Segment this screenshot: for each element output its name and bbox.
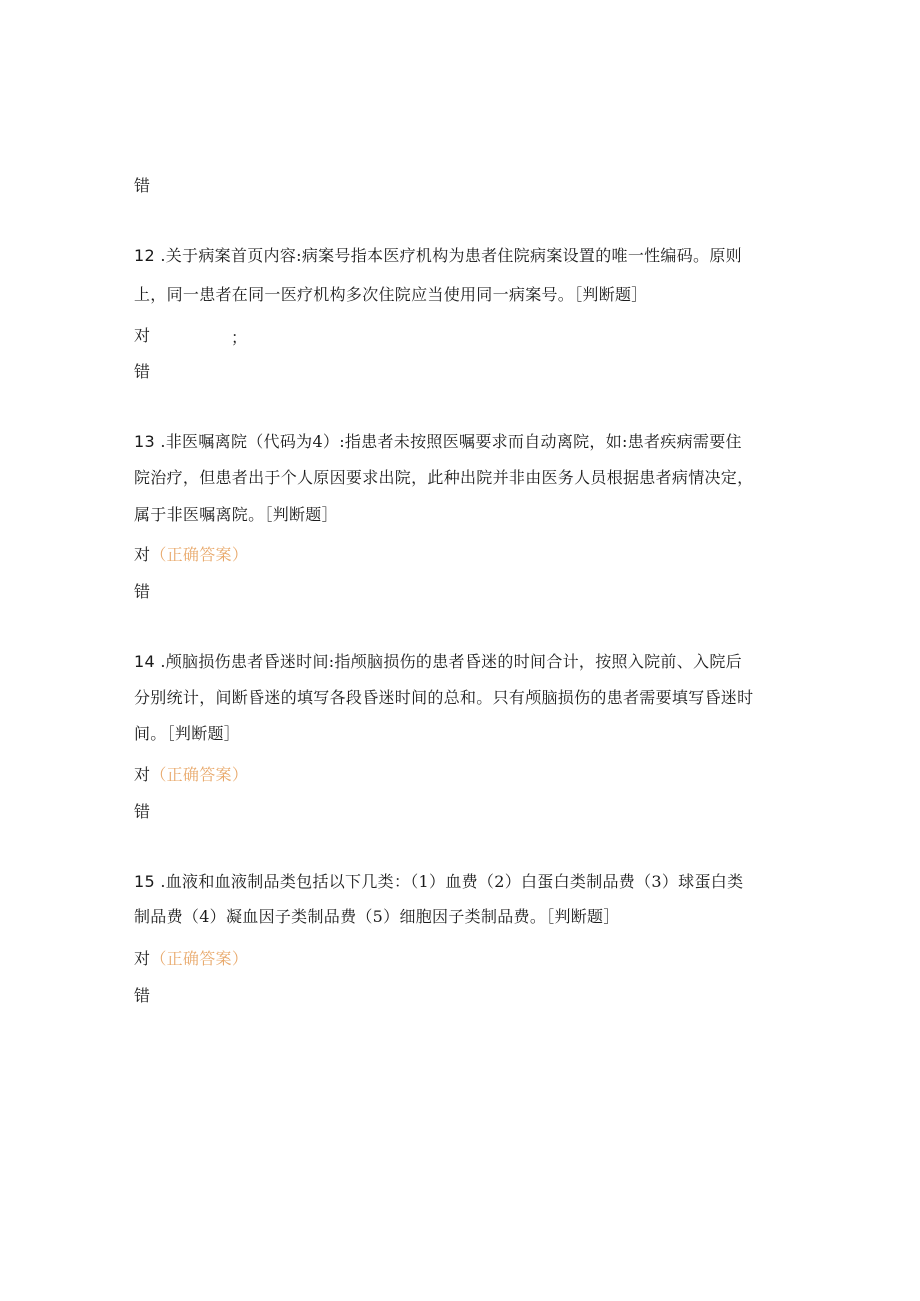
option-wrong[interactable]: 错 xyxy=(134,582,151,601)
option-correct[interactable]: 对（正确答案） xyxy=(134,949,249,968)
question-text-line: 分别统计，间断昏迷的填写各段昏迷时间的总和。只有颅脑损伤的患者需要填写昏迷时 xyxy=(134,688,754,707)
correct-answer-tag: （正确答案） xyxy=(150,949,249,968)
option-wrong[interactable]: 错 xyxy=(134,176,151,195)
question-text-line: 上，同一患者在同一医疗机构多次住院应当使用同一病案号。［判断题］ xyxy=(134,285,648,304)
option-correct[interactable]: 对 xyxy=(134,326,151,345)
question-number: 14 xyxy=(134,652,155,671)
option-correct[interactable]: 对（正确答案） xyxy=(134,765,249,784)
question-number: 12 xyxy=(134,246,155,265)
question-text-line: 12 .关于病案首页内容:病案号指本医疗机构为患者住院病案设置的唯一性编码。原则 xyxy=(134,246,742,265)
correct-answer-tag: （正确答案） xyxy=(150,545,249,564)
option-extra-mark: ； xyxy=(231,328,248,347)
question-text-line: 属于非医嘱离院。［判断题］ xyxy=(134,505,338,524)
question-text-line: 制品费（4）凝血因子类制品费（5）细胞因子类制品费。［判断题］ xyxy=(134,907,620,926)
question-text-line: 间。［判断题］ xyxy=(134,724,241,743)
question-text-line: 14 .颅脑损伤患者昏迷时间:指颅脑损伤的患者昏迷的时间合计，按照入院前、入院后 xyxy=(134,652,742,671)
option-wrong[interactable]: 错 xyxy=(134,802,151,821)
question-number: 15 xyxy=(134,872,155,891)
question-text-line: 13 .非医嘱离院（代码为4）:指患者未按照医嘱要求而自动离院，如:患者疾病需要住 xyxy=(134,432,742,451)
question-text-line: 院治疗，但患者出于个人原因要求出院，此种出院并非由医务人员根据患者病情决定， xyxy=(134,468,754,487)
option-wrong[interactable]: 错 xyxy=(134,986,151,1005)
option-correct[interactable]: 对（正确答案） xyxy=(134,545,249,564)
correct-answer-tag: （正确答案） xyxy=(150,765,249,784)
question-number: 13 xyxy=(134,432,155,451)
question-text-line: 15 .血液和血液制品类包括以下几类：（1）血费（2）白蛋白类制品费（3）球蛋白类 xyxy=(134,872,744,891)
option-wrong[interactable]: 错 xyxy=(134,362,151,381)
